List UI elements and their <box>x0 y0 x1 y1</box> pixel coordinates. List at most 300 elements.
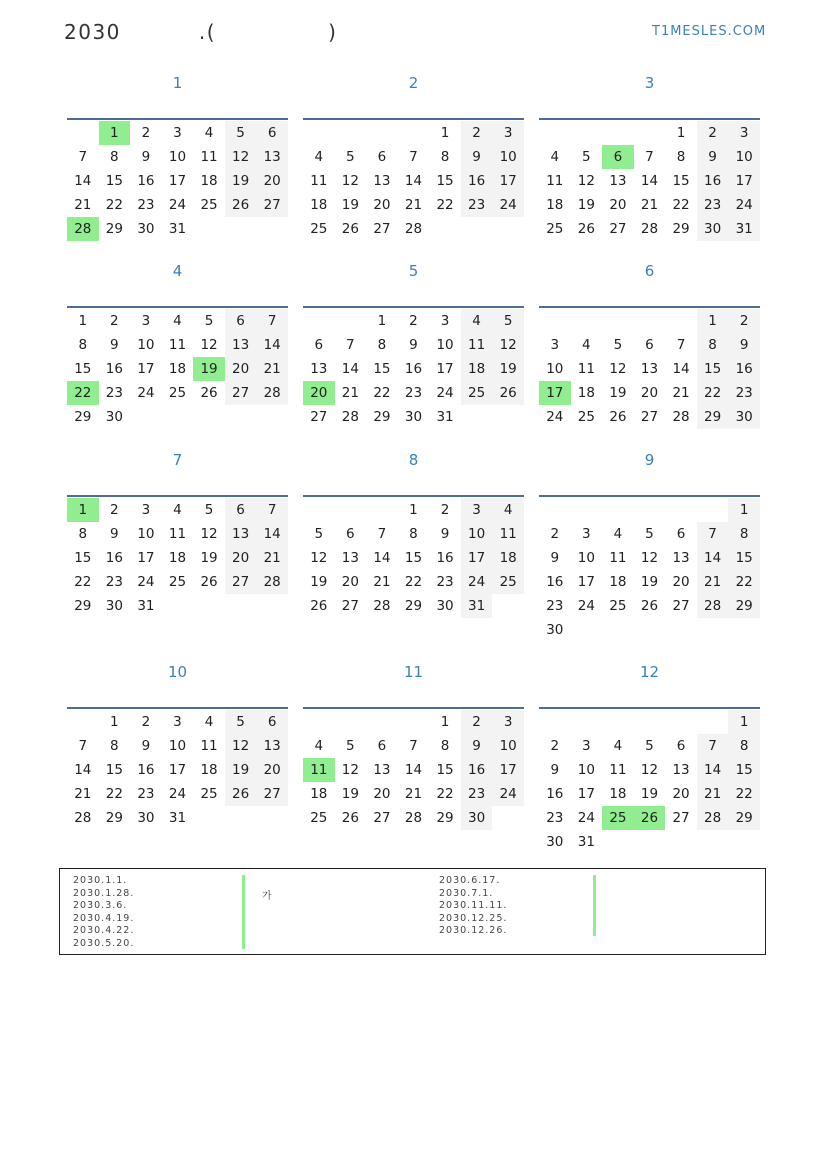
day-cell: 7 <box>256 309 288 333</box>
day-cell: 14 <box>74 762 92 778</box>
day-cell: 18 <box>461 357 493 381</box>
empty-cell <box>697 618 729 642</box>
day-cell: 1 <box>676 125 686 141</box>
day-cell: 1 <box>78 313 88 329</box>
day-cell: 6 <box>225 309 257 333</box>
day-cell: 3 <box>582 526 591 542</box>
month-divider <box>539 495 760 497</box>
day-cell: 13 <box>225 333 257 357</box>
month-3 <box>539 72 760 241</box>
day-cell: 8 <box>676 149 686 165</box>
legend-date: 2030.1.28. <box>73 887 135 899</box>
month-title: 9 <box>644 451 655 469</box>
day-cell: 29 <box>728 806 760 830</box>
day-cell: 3 <box>461 498 493 522</box>
day-cell: 14 <box>373 550 391 566</box>
day-cell: 17 <box>137 361 155 377</box>
month-11 <box>303 661 524 830</box>
empty-cell <box>225 806 257 830</box>
day-cell: 30 <box>546 622 564 638</box>
empty-cell <box>634 121 666 145</box>
day-cell: 27 <box>373 810 391 826</box>
day-cell-holiday: 1 <box>99 121 131 145</box>
month-divider <box>539 306 760 308</box>
day-cell: 12 <box>341 173 359 189</box>
day-cell: 13 <box>225 522 257 546</box>
day-cell: 15 <box>105 173 123 189</box>
day-cell: 21 <box>74 197 92 213</box>
day-cell: 27 <box>225 381 257 405</box>
day-cell: 3 <box>141 313 151 329</box>
day-cell: 15 <box>436 173 454 189</box>
day-cell: 17 <box>492 758 524 782</box>
day-cell: 15 <box>728 758 760 782</box>
day-cell: 28 <box>404 810 423 826</box>
day-cell: 2 <box>728 309 760 333</box>
day-cell: 10 <box>577 762 595 778</box>
day-cell: 5 <box>346 738 355 754</box>
day-cell: 16 <box>546 786 564 802</box>
day-grid <box>303 309 524 429</box>
day-cell: 9 <box>110 337 119 353</box>
day-cell: 25 <box>168 385 187 401</box>
day-cell: 29 <box>74 409 92 425</box>
day-cell: 5 <box>645 738 654 754</box>
day-cell: 8 <box>440 149 450 165</box>
day-cell: 23 <box>728 381 760 405</box>
day-cell: 10 <box>137 526 155 542</box>
day-cell: 2 <box>697 121 729 145</box>
empty-cell <box>602 618 634 642</box>
empty-cell <box>193 594 225 618</box>
empty-cell <box>162 405 194 429</box>
day-cell: 8 <box>697 333 729 357</box>
day-cell: 24 <box>168 786 187 802</box>
day-cell: 3 <box>728 121 760 145</box>
day-cell: 5 <box>582 149 591 165</box>
empty-cell <box>539 121 571 145</box>
day-cell: 27 <box>609 221 627 237</box>
day-cell: 4 <box>613 526 623 542</box>
day-cell: 18 <box>200 762 218 778</box>
day-cell: 10 <box>436 337 454 353</box>
legend-holiday-swatch <box>242 875 245 949</box>
day-cell: 19 <box>640 574 659 590</box>
day-cell: 4 <box>314 149 324 165</box>
day-cell: 10 <box>546 361 564 377</box>
page-title <box>64 20 337 44</box>
day-cell: 17 <box>137 550 155 566</box>
day-cell: 1 <box>728 710 760 734</box>
day-cell: 9 <box>550 550 560 566</box>
day-cell: 27 <box>225 570 257 594</box>
day-cell: 17 <box>168 173 187 189</box>
day-cell: 8 <box>409 526 418 542</box>
empty-cell <box>665 830 697 854</box>
empty-cell <box>335 710 367 734</box>
empty-cell <box>366 121 398 145</box>
day-cell: 13 <box>609 173 627 189</box>
day-cell: 11 <box>492 522 524 546</box>
month-9 <box>539 449 760 642</box>
day-cell: 6 <box>676 738 686 754</box>
day-cell: 12 <box>200 337 218 353</box>
day-cell: 21 <box>672 385 690 401</box>
day-cell: 26 <box>341 810 359 826</box>
day-cell: 14 <box>256 333 288 357</box>
day-cell: 12 <box>640 550 659 566</box>
day-cell: 6 <box>314 337 324 353</box>
empty-cell <box>461 217 493 241</box>
title-close-paren: ) <box>328 20 338 44</box>
empty-cell <box>193 217 225 241</box>
day-cell: 11 <box>310 173 328 189</box>
empty-cell <box>728 830 760 854</box>
day-cell: 19 <box>341 786 359 802</box>
day-cell: 14 <box>341 361 359 377</box>
title-open-paren: .( <box>198 20 217 44</box>
day-cell: 30 <box>105 409 123 425</box>
day-cell: 16 <box>461 758 493 782</box>
day-cell: 2 <box>141 714 151 730</box>
day-cell: 19 <box>609 385 627 401</box>
month-2 <box>303 72 524 241</box>
day-cell: 11 <box>609 550 627 566</box>
day-cell: 3 <box>173 714 182 730</box>
month-10 <box>67 661 288 830</box>
day-cell: 12 <box>492 333 524 357</box>
day-cell: 19 <box>200 550 218 566</box>
day-cell: 26 <box>577 221 595 237</box>
day-cell: 3 <box>440 313 450 329</box>
legend-date: 2030.3.6. <box>73 900 128 912</box>
day-cell: 15 <box>74 361 92 377</box>
day-cell: 5 <box>314 526 324 542</box>
day-cell: 26 <box>341 221 359 237</box>
day-cell: 23 <box>461 193 493 217</box>
day-cell: 16 <box>461 169 493 193</box>
legend-date: 2030.11.11. <box>439 900 508 912</box>
day-cell: 19 <box>225 758 257 782</box>
empty-cell <box>492 806 524 830</box>
day-cell: 26 <box>609 409 627 425</box>
legend-right-dates <box>439 875 507 938</box>
day-cell: 9 <box>141 149 151 165</box>
site-logo-text[interactable]: T1MESLES.COM <box>652 24 767 39</box>
day-cell: 2 <box>409 313 418 329</box>
day-cell-holiday: 11 <box>303 758 335 782</box>
day-cell: 10 <box>168 149 187 165</box>
day-cell: 30 <box>697 217 729 241</box>
legend-date: 2030.1.1. <box>73 875 128 886</box>
day-cell: 20 <box>341 574 359 590</box>
day-cell: 21 <box>74 786 92 802</box>
legend-date: 2030.12.26. <box>439 925 508 937</box>
day-cell: 9 <box>728 333 760 357</box>
day-cell: 4 <box>550 149 560 165</box>
day-cell: 7 <box>78 149 88 165</box>
month-title: 4 <box>172 262 183 280</box>
day-cell: 14 <box>404 762 423 778</box>
day-cell: 21 <box>256 546 288 570</box>
day-cell: 8 <box>728 734 760 758</box>
day-cell: 17 <box>577 786 595 802</box>
empty-cell <box>492 594 524 618</box>
month-title: 5 <box>408 262 419 280</box>
day-cell: 7 <box>697 522 729 546</box>
day-cell: 21 <box>373 574 391 590</box>
day-cell: 8 <box>110 149 119 165</box>
day-cell: 19 <box>577 197 595 213</box>
day-cell: 3 <box>173 125 182 141</box>
day-cell: 31 <box>577 834 595 850</box>
month-6 <box>539 260 760 429</box>
legend-date: 2030.4.19. <box>73 912 135 924</box>
empty-cell <box>539 710 571 734</box>
day-cell: 20 <box>609 197 627 213</box>
day-cell: 13 <box>373 762 391 778</box>
day-cell: 20 <box>672 574 690 590</box>
day-cell: 2 <box>440 502 450 518</box>
empty-cell <box>571 498 603 522</box>
empty-cell <box>665 710 697 734</box>
day-cell: 10 <box>492 145 524 169</box>
day-cell: 25 <box>546 221 564 237</box>
day-cell: 6 <box>346 526 355 542</box>
day-cell: 15 <box>697 357 729 381</box>
day-cell: 15 <box>404 550 423 566</box>
day-cell: 22 <box>373 385 391 401</box>
day-cell: 31 <box>436 409 454 425</box>
day-cell: 31 <box>728 217 760 241</box>
month-divider <box>67 118 288 120</box>
day-cell: 9 <box>550 762 560 778</box>
day-cell: 13 <box>310 361 328 377</box>
month-4 <box>67 260 288 429</box>
day-grid <box>539 710 760 854</box>
day-cell: 1 <box>377 313 387 329</box>
empty-cell <box>429 217 461 241</box>
day-cell: 29 <box>672 221 690 237</box>
empty-cell <box>225 217 257 241</box>
day-cell: 9 <box>461 145 493 169</box>
legend-holiday-swatch <box>593 875 596 936</box>
day-cell: 28 <box>404 221 423 237</box>
day-cell: 14 <box>640 173 659 189</box>
day-cell: 18 <box>492 546 524 570</box>
day-cell: 16 <box>137 173 155 189</box>
day-cell: 2 <box>461 710 493 734</box>
month-title: 1 <box>172 74 183 92</box>
day-cell: 22 <box>697 381 729 405</box>
day-cell: 29 <box>697 405 729 429</box>
day-cell: 24 <box>137 385 155 401</box>
empty-cell <box>571 710 603 734</box>
month-divider <box>303 306 524 308</box>
day-cell: 22 <box>728 570 760 594</box>
day-cell: 25 <box>577 409 595 425</box>
day-cell: 28 <box>672 409 690 425</box>
day-cell: 16 <box>546 574 564 590</box>
day-cell: 26 <box>225 782 257 806</box>
day-cell: 7 <box>409 738 418 754</box>
day-cell: 16 <box>697 169 729 193</box>
day-cell: 12 <box>200 526 218 542</box>
day-cell: 28 <box>256 570 288 594</box>
day-cell: 15 <box>672 173 690 189</box>
day-cell: 5 <box>225 710 257 734</box>
day-cell: 29 <box>105 221 123 237</box>
day-cell: 28 <box>341 409 359 425</box>
day-cell: 31 <box>168 810 187 826</box>
month-divider <box>303 495 524 497</box>
month-7 <box>67 449 288 618</box>
day-cell: 11 <box>609 762 627 778</box>
month-title: 6 <box>644 262 655 280</box>
day-cell: 22 <box>436 786 454 802</box>
day-cell: 6 <box>377 149 387 165</box>
day-cell: 18 <box>310 197 328 213</box>
month-5 <box>303 260 524 429</box>
month-12 <box>539 661 760 854</box>
day-cell: 11 <box>200 738 218 754</box>
empty-cell <box>602 830 634 854</box>
day-cell: 27 <box>256 782 288 806</box>
empty-cell <box>398 121 430 145</box>
day-cell: 23 <box>546 810 564 826</box>
day-cell: 20 <box>373 197 391 213</box>
empty-cell <box>634 618 666 642</box>
empty-cell <box>366 710 398 734</box>
day-cell: 16 <box>105 550 123 566</box>
day-cell: 12 <box>225 734 257 758</box>
day-cell-holiday: 17 <box>539 381 571 405</box>
day-cell: 23 <box>105 574 123 590</box>
day-cell: 19 <box>341 197 359 213</box>
day-cell: 28 <box>697 806 729 830</box>
day-cell: 22 <box>105 786 123 802</box>
day-cell: 25 <box>609 598 627 614</box>
legend-date: 2030.12.25. <box>439 912 508 924</box>
empty-cell <box>335 121 367 145</box>
day-cell: 13 <box>672 762 690 778</box>
day-cell: 14 <box>672 361 690 377</box>
day-cell: 26 <box>492 381 524 405</box>
day-cell: 10 <box>461 522 493 546</box>
empty-cell <box>571 309 603 333</box>
day-cell: 7 <box>645 149 654 165</box>
empty-cell <box>225 594 257 618</box>
day-cell: 15 <box>105 762 123 778</box>
day-grid <box>303 710 524 830</box>
day-cell: 14 <box>697 758 729 782</box>
empty-cell <box>256 806 288 830</box>
empty-cell <box>303 710 335 734</box>
day-cell: 7 <box>676 337 686 353</box>
day-cell: 29 <box>105 810 123 826</box>
day-cell: 8 <box>377 337 387 353</box>
empty-cell <box>634 830 666 854</box>
day-cell-holiday: 22 <box>67 381 99 405</box>
month-divider <box>303 118 524 120</box>
day-cell: 4 <box>582 337 591 353</box>
day-cell: 6 <box>676 526 686 542</box>
day-cell: 24 <box>436 385 454 401</box>
empty-cell <box>697 498 729 522</box>
month-title: 3 <box>644 74 655 92</box>
day-cell: 27 <box>373 221 391 237</box>
day-cell: 19 <box>640 786 659 802</box>
day-cell: 3 <box>141 502 151 518</box>
day-cell: 29 <box>373 409 391 425</box>
holiday-legend <box>59 868 766 955</box>
day-cell: 31 <box>461 594 493 618</box>
empty-cell <box>492 217 524 241</box>
day-cell: 6 <box>645 337 654 353</box>
day-cell: 6 <box>377 738 387 754</box>
day-cell: 16 <box>404 361 423 377</box>
day-cell: 8 <box>78 526 88 542</box>
day-cell: 12 <box>310 550 328 566</box>
empty-cell <box>539 498 571 522</box>
day-cell: 27 <box>341 598 359 614</box>
day-cell: 11 <box>546 173 564 189</box>
day-cell: 19 <box>310 574 328 590</box>
empty-cell <box>634 710 666 734</box>
day-cell: 7 <box>346 337 355 353</box>
day-grid <box>67 710 288 830</box>
empty-cell <box>665 618 697 642</box>
day-cell: 25 <box>310 810 328 826</box>
day-cell: 18 <box>577 385 595 401</box>
day-cell: 11 <box>168 337 187 353</box>
empty-cell <box>225 405 257 429</box>
day-cell: 27 <box>256 193 288 217</box>
day-cell: 18 <box>546 197 564 213</box>
day-cell: 9 <box>409 337 418 353</box>
empty-cell <box>303 498 335 522</box>
legend-date: 2030.5.20. <box>73 937 135 949</box>
day-cell: 18 <box>609 786 627 802</box>
day-cell: 9 <box>461 734 493 758</box>
day-cell: 2 <box>550 738 560 754</box>
empty-cell <box>602 309 634 333</box>
day-cell: 24 <box>492 782 524 806</box>
day-cell: 18 <box>310 786 328 802</box>
day-cell: 23 <box>404 385 423 401</box>
day-cell: 31 <box>168 221 187 237</box>
day-cell: 9 <box>110 526 119 542</box>
day-cell: 20 <box>373 786 391 802</box>
day-cell: 28 <box>640 221 659 237</box>
month-1 <box>67 72 288 241</box>
day-cell: 5 <box>204 502 214 518</box>
day-grid <box>67 121 288 241</box>
day-cell: 3 <box>550 337 560 353</box>
day-grid <box>539 121 760 241</box>
empty-cell <box>130 405 162 429</box>
day-cell: 3 <box>492 121 524 145</box>
day-cell: 24 <box>546 409 564 425</box>
day-cell: 4 <box>173 313 182 329</box>
day-cell: 30 <box>546 834 564 850</box>
day-cell: 8 <box>728 522 760 546</box>
legend-note: 가 <box>262 891 272 902</box>
empty-cell <box>303 121 335 145</box>
day-cell: 12 <box>640 762 659 778</box>
day-cell: 22 <box>436 197 454 213</box>
day-cell: 14 <box>256 522 288 546</box>
